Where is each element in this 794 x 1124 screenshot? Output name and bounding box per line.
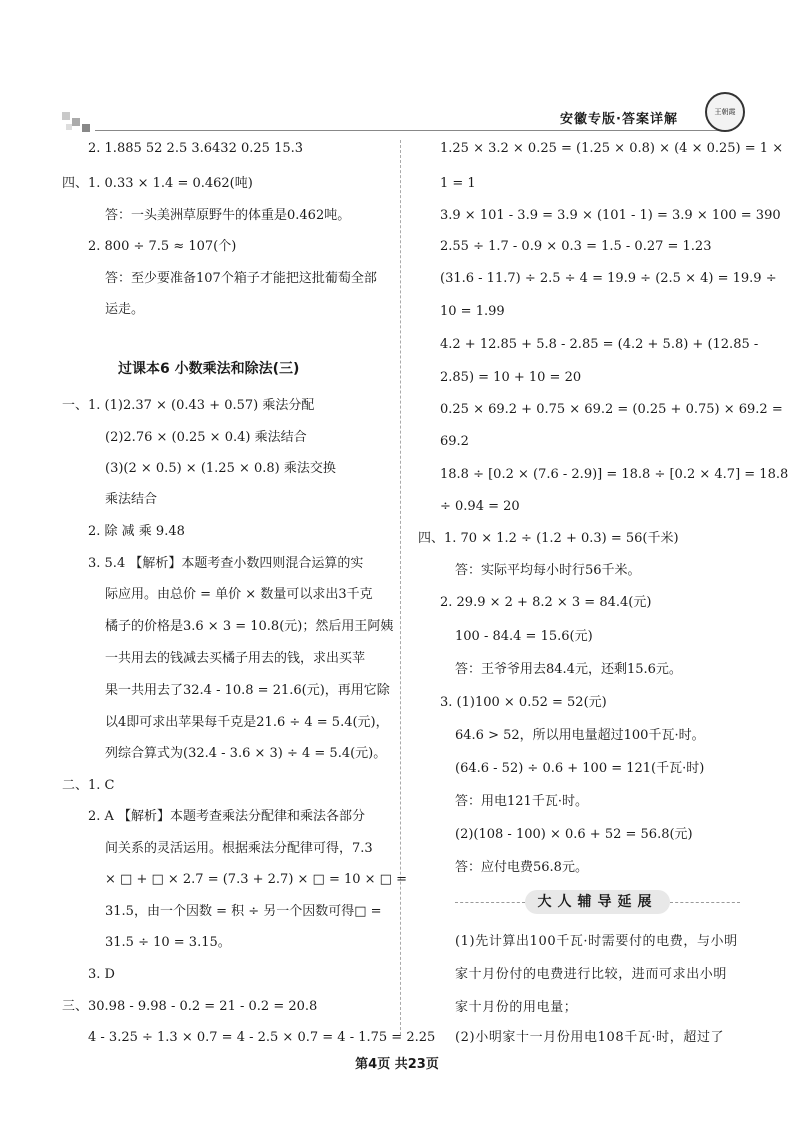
publisher-logo: 王朝霞 (705, 92, 745, 132)
answer-line: 10 = 1.99 (440, 304, 505, 319)
answer-line: (2)2.76 × (0.25 × 0.4) 乘法结合 (105, 430, 307, 445)
answer-line: 答：用电121千瓦·时。 (455, 794, 588, 809)
tip-line: (2)小明家十一月份用电108千瓦·时，超过了 (455, 1030, 725, 1045)
header-rule (95, 130, 732, 131)
tip-line: (1)先计算出100千瓦·时需要付的电费，与小明 (455, 934, 738, 949)
tip-title: 大人辅导延展 (525, 890, 670, 914)
answer-line: 一共用去的钱减去买橘子用去的钱，求出买苹 (105, 651, 366, 666)
answer-line: 三、30.98 - 9.98 - 0.2 = 21 - 0.2 = 20.8 (62, 999, 318, 1014)
answer-line: 际应用。由总价 = 单价 × 数量可以求出3千克 (105, 587, 373, 602)
answer-line: 四、1. 0.33 × 1.4 = 0.462(吨) (62, 176, 253, 191)
answer-line: 二、1. C (62, 778, 115, 793)
answer-line: (31.6 - 11.7) ÷ 2.5 ÷ 4 = 19.9 ÷ (2.5 × 4) = 19.9 ÷ (440, 271, 777, 286)
answer-line: ÷ 0.94 = 20 (440, 499, 520, 514)
answer-line: 答：至少要准备107个箱子才能把这批葡萄全部 (105, 271, 377, 286)
answer-line: 3. (1)100 × 0.52 = 52(元) (440, 695, 607, 710)
answer-line: 运走。 (105, 302, 145, 317)
answer-line: 一、1. (1)2.37 × (0.43 + 0.57) 乘法分配 (62, 398, 315, 413)
answer-line: 1.25 × 3.2 × 0.25 = (1.25 × 0.8) × (4 × 0.25) = 1 × (440, 141, 784, 156)
answer-line: 橘子的价格是3.6 × 3 = 10.8(元)；然后用王阿姨 (105, 619, 394, 634)
answer-line: 四、1. 70 × 1.2 ÷ (1.2 + 0.3) = 56(千米) (418, 531, 679, 546)
answer-line: 2.85) = 10 + 10 = 20 (440, 370, 582, 385)
answer-line: 答：应付电费56.8元。 (455, 860, 588, 875)
answer-line: 2. A 【解析】本题考查乘法分配律和乘法各部分 (88, 809, 366, 824)
answer-line: 2. 除 减 乘 9.48 (88, 524, 185, 539)
tip-rule-right (670, 902, 740, 903)
answer-line: 18.8 ÷ [0.2 × (7.6 - 2.9)] = 18.8 ÷ [0.2 × 4.7] = 18.8 (440, 467, 789, 482)
answer-line: 2. 1.885 52 2.5 3.6432 0.25 15.3̇ (88, 141, 304, 156)
answer-line: 答：王爷爷用去84.4元，还剩15.6元。 (455, 662, 682, 677)
answer-line: 31.5 ÷ 10 = 3.15。 (105, 935, 231, 950)
answer-line: 2. 29.9 × 2 + 8.2 × 3 = 84.4(元) (440, 595, 652, 610)
answer-line: 1 = 1 (440, 176, 476, 191)
header-title: 安徽专版·答案详解 (560, 112, 678, 127)
answer-line: 答：实际平均每小时行56千米。 (455, 563, 641, 578)
answer-line: 69.2 (440, 434, 469, 449)
section-title: 过课本6 小数乘法和除法(三) (118, 361, 300, 377)
answer-line: 间关系的灵活运用。根据乘法分配律可得，7.3 (105, 841, 373, 856)
tip-line: 家十月份付的电费进行比较，进而可求出小明 (455, 967, 728, 982)
answer-line: 3.9 × 101 - 3.9 = 3.9 × (101 - 1) = 3.9 × 100 = 390 (440, 208, 781, 223)
answer-line: 3. 5.4 【解析】本题考查小数四则混合运算的实 (88, 556, 364, 571)
answer-line: 乘法结合 (105, 492, 158, 507)
answer-line: 以4即可求出苹果每千克是21.6 ÷ 4 = 5.4(元)， (105, 715, 389, 730)
answer-line: 答：一头美洲草原野牛的体重是0.462吨。 (105, 208, 351, 223)
answer-line: 31.5，由一个因数 = 积 ÷ 另一个因数可得□ = (105, 904, 382, 919)
tip-line: 家十月份的用电量； (455, 1000, 578, 1015)
page-footer: 第4页 共23页 (355, 1057, 439, 1072)
answer-line: 100 - 84.4 = 15.6(元) (455, 629, 593, 644)
corner-decoration (62, 112, 92, 134)
tip-heading (455, 890, 740, 916)
tip-rule-left (455, 902, 525, 903)
answer-line: 列综合算式为(32.4 - 3.6 × 3) ÷ 4 = 5.4(元)。 (105, 746, 387, 761)
answer-line: 2. 800 ÷ 7.5 ≈ 107(个) (88, 239, 237, 254)
answer-line: 4.2 + 12.85 + 5.8 - 2.85 = (4.2 + 5.8) + (12.85 - (440, 337, 759, 352)
answer-line: 0.25 × 69.2 + 0.75 × 69.2 = (0.25 + 0.75) × 69.2 = (440, 402, 783, 417)
answer-line: 2.55 ÷ 1.7 - 0.9 × 0.3 = 1.5 - 0.27 = 1.23 (440, 239, 712, 254)
answer-line: × □ + □ × 2.7 = (7.3 + 2.7) × □ = 10 × □ = (105, 872, 407, 887)
answer-line: (64.6 - 52) ÷ 0.6 + 100 = 121(千瓦·时) (455, 761, 705, 776)
answer-line: 3. D (88, 967, 115, 982)
column-divider (400, 140, 401, 1035)
answer-line: 64.6 > 52，所以用电量超过100千瓦·时。 (455, 728, 705, 743)
answer-line: 4 - 3.25 ÷ 1.3 × 0.7 = 4 - 2.5 × 0.7 = 4 - 1.75 = 2.25 (88, 1030, 436, 1045)
answer-line: (3)(2 × 0.5) × (1.25 × 0.8) 乘法交换 (105, 461, 336, 476)
answer-line: (2)(108 - 100) × 0.6 + 52 = 56.8(元) (455, 827, 693, 842)
answer-line: 果一共用去了32.4 - 10.8 = 21.6(元)，再用它除 (105, 683, 390, 698)
